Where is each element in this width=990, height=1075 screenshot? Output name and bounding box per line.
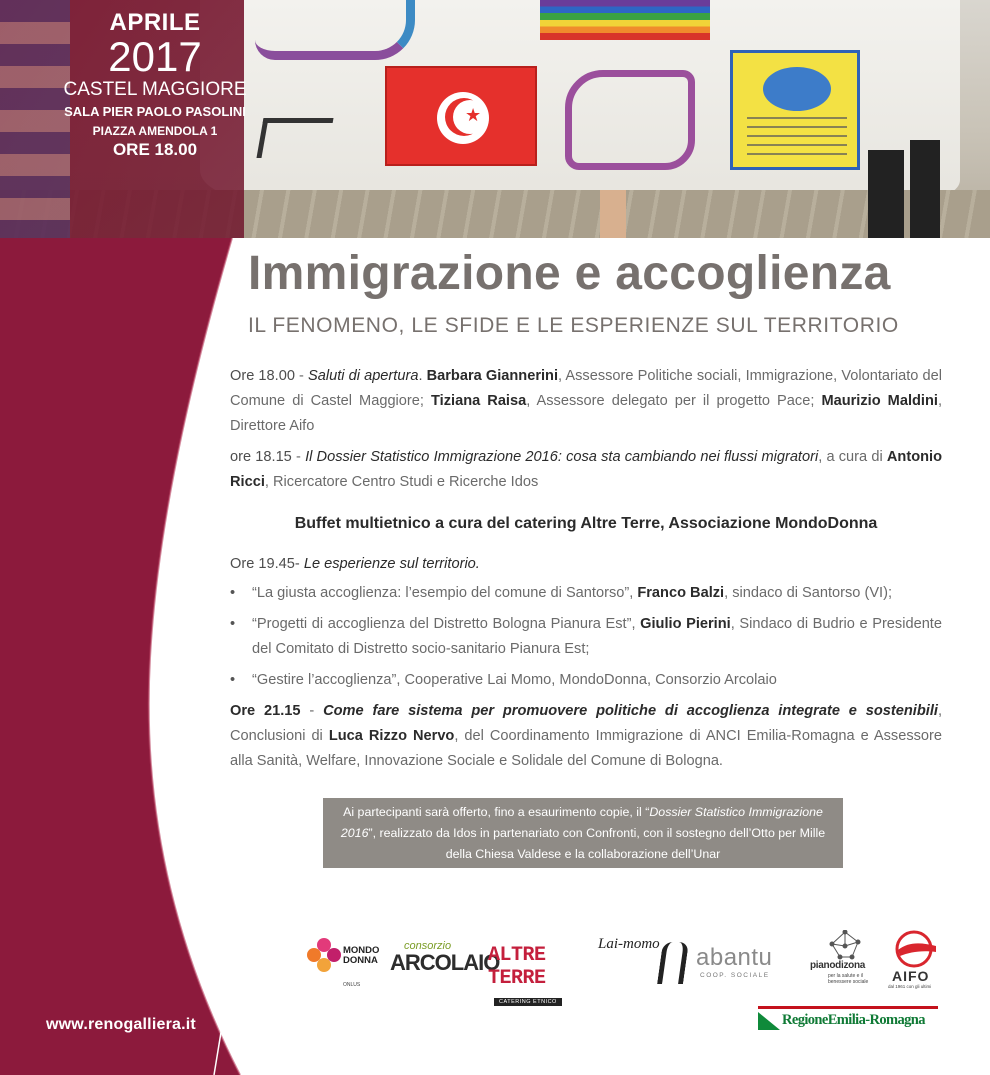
event-venue: SALA PIER PAOLO PASOLINI: [64, 104, 246, 120]
arcolaio-logo: consorzio ARCOLAIO: [390, 940, 500, 975]
program-item-2115: Ore 21.15 - Come fare sistema per promuovere politiche di accoglienza integrate e sostenibili, Conclusioni di Luca Rizzo Nervo, del Coordinamento Immigrazione di ANCI Emilia-Romagna e Assessore alla Sanità, Welfare, Innovazione Sociale e Solidale del Comune di Bologna.: [230, 703, 943, 769]
list-item: • “La giusta accoglienza: l’esempio del comune di Santorso”, Franco Balzi, sindaco di Santorso (VI);: [230, 581, 942, 606]
event-year: 2017: [108, 32, 202, 80]
dossier-notice: Ai partecipanti sarà offerto, fino a esaurimento copie, il “Dossier Statistico Immigrazione 2016”, realizzato da Idos in partenariato con Confronti, con il sostegno dell’Otto per Mille della Chiesa Valdese e la collaborazione dell’Unar: [323, 798, 843, 868]
program-item-1945: Ore 19.45- Le esperienze sul territorio.: [230, 556, 480, 572]
paz-drawing: [565, 70, 695, 170]
mondodonna-logo: MONDO DONNA ONLUS: [307, 934, 385, 990]
tunisia-flag-drawing: ★: [385, 66, 537, 166]
event-time: ORE 18.00: [112, 140, 198, 160]
abantu-logo: abantu COOP. SOCIALE: [696, 944, 773, 979]
website-link[interactable]: www.renogalliera.it: [46, 1016, 196, 1033]
language-course-drawing: [730, 50, 860, 170]
laimomo-logo: Lai-momo: [598, 936, 690, 986]
banner-drawing: [255, 0, 415, 60]
page-subtitle: IL FENOMENO, LE SFIDE E LE ESPERIENZE SUL TERRITORIO: [248, 314, 899, 337]
program-item-1945-list: [230, 581, 942, 693]
program-buffet: Buffet multietnico a cura del catering Altre Terre, Associazione MondoDonna: [294, 515, 878, 532]
flower-icon: [307, 938, 341, 974]
banner-script-drawing: [256, 118, 333, 158]
page-title: Immigrazione e accoglienza: [248, 247, 891, 300]
regione-emilia-romagna-logo: RegioneEmilia-Romagna: [758, 1006, 938, 1034]
event-city: CASTEL MAGGIORE: [63, 78, 247, 100]
network-icon: [828, 930, 862, 960]
hand-icon: [890, 930, 940, 968]
aifo-logo: AIFO dal 1961 con gli ultimi: [886, 930, 946, 992]
figure-icon: [657, 942, 689, 984]
list-item: • “Progetti di accoglienza del Distretto Bologna Pianura Est”, Giulio Pierini, Sindaco di Budrio e Presidente del Comitato di Distretto socio-sanitario Pianura Est;: [230, 612, 942, 662]
pianodizona-logo: pianodizona per la salute e il benessere sociale: [808, 930, 882, 992]
list-item: • “Gestire l’accoglienza”, Cooperative Lai Momo, MondoDonna, Consorzio Arcolaio: [230, 668, 942, 693]
program-item-1800: Ore 18.00 - Saluti di apertura. Barbara Giannerini, Assessore Politiche sociali, Immigrazione, Volontariato del Comune di Castel Maggiore; Tiziana Raisa, Assessore delegato per il progetto Pace; Maurizio Maldini, Direttore Aifo: [230, 368, 943, 434]
event-info-panel: [0, 0, 247, 238]
regione-icon: [758, 1012, 780, 1030]
event-month: APRILE: [109, 9, 201, 36]
program-item-1815: ore 18.15 - Il Dossier Statistico Immigrazione 2016: cosa sta cambiando nei flussi migratori, a cura di Antonio Ricci, Ricercatore Centro Studi e Ricerche Idos: [230, 449, 942, 490]
rainbow-flag-drawing: [540, 0, 710, 40]
event-program: [230, 364, 942, 780]
event-address: PIAZZA AMENDOLA 1: [92, 124, 218, 139]
altreterre-logo: ALTRE TERRE CATERING ETNICO: [488, 944, 592, 988]
